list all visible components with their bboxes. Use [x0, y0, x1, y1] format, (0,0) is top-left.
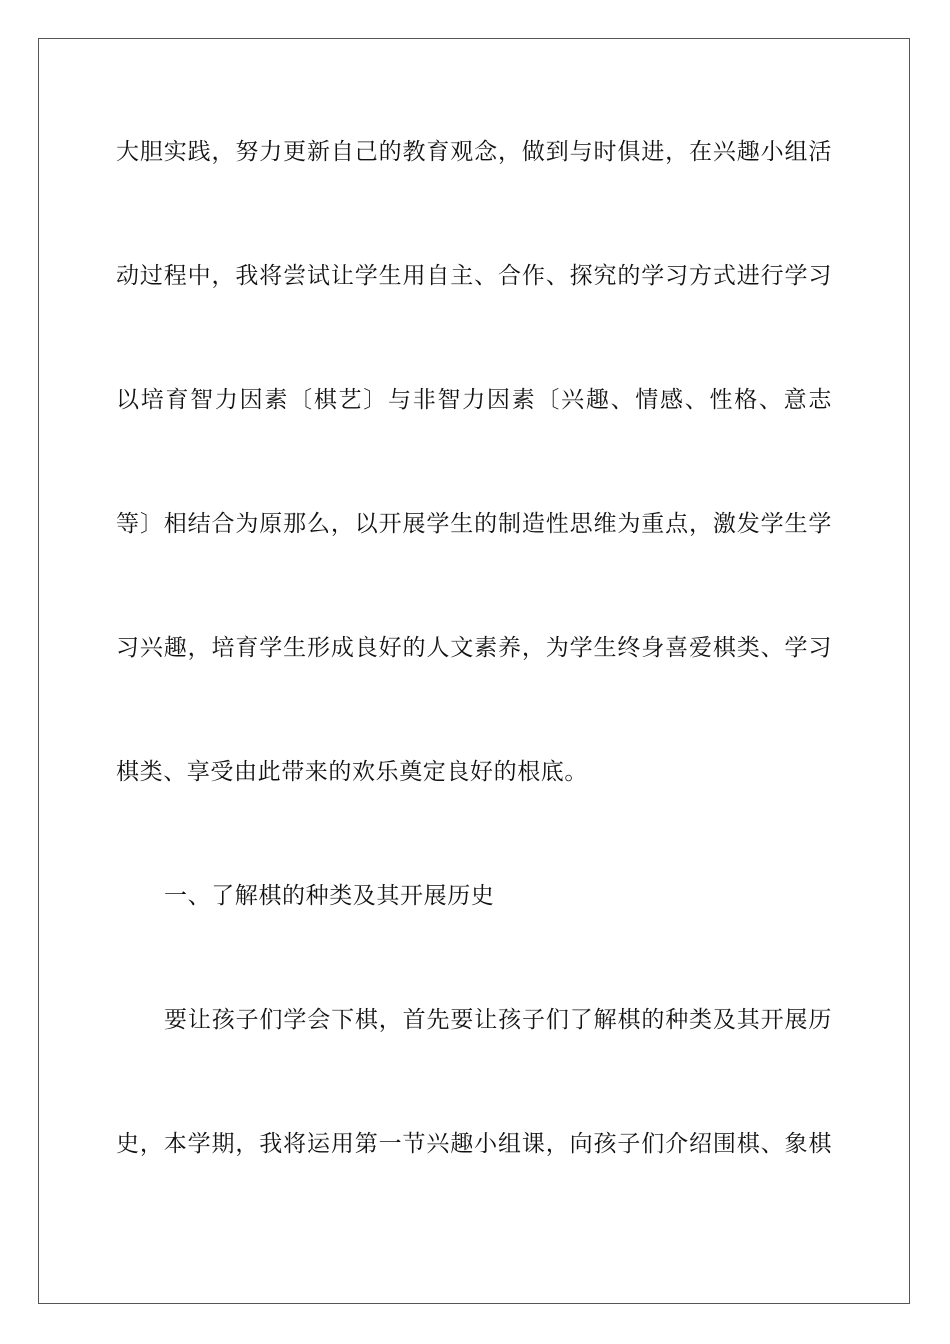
paragraph2-line-2: 史，本学期，我将运用第一节兴趣小组课，向孩子们介绍围棋、象棋 [116, 1131, 832, 1157]
page-frame [38, 38, 910, 1304]
paragraph2-line-1: 要让孩子们学会下棋，首先要让孩子们了解棋的种类及其开展历 [164, 1007, 832, 1033]
body-text-line-4: 等〕相结合为原那么，以开展学生的制造性思维为重点，激发学生学 [116, 511, 832, 537]
body-text-line-6: 棋类、享受由此带来的欢乐奠定良好的根底。 [116, 759, 588, 785]
body-text-line-5: 习兴趣，培育学生形成良好的人文素养，为学生终身喜爱棋类、学习 [116, 635, 832, 661]
body-text-line-3: 以培育智力因素〔棋艺〕与非智力因素〔兴趣、情感、性格、意志 [116, 387, 832, 413]
body-text-line-2: 动过程中，我将尝试让学生用自主、合作、探究的学习方式进行学习 [116, 263, 832, 289]
section-heading: 一、了解棋的种类及其开展历史 [164, 883, 495, 909]
body-text-line-1: 大胆实践，努力更新自己的教育观念，做到与时俱进，在兴趣小组活 [116, 139, 832, 165]
